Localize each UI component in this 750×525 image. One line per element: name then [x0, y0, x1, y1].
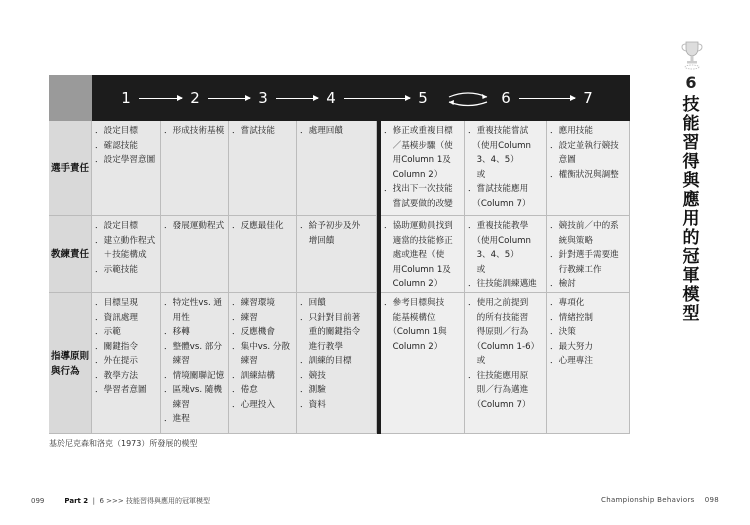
stage-arrow-icon: [208, 98, 250, 99]
title-char: 用: [682, 209, 700, 229]
stage-number-5: 5: [418, 89, 428, 107]
phase-divider: [377, 121, 381, 434]
cell-item: 重的關鍵指令: [300, 327, 361, 337]
row-label: [49, 121, 92, 216]
cell-item: 適當的技能修正: [384, 235, 453, 246]
title-char: 模: [682, 285, 700, 305]
cell-item: ．教學方法: [95, 370, 138, 381]
cell-item: ．最大努力: [550, 341, 593, 352]
table-cell-stage-6: [465, 216, 547, 293]
cell-item: ．找出下一次技能: [384, 184, 453, 194]
cell-item: 統與策略: [550, 235, 593, 246]
cell-item: 練習: [164, 356, 190, 366]
stage-arrow-icon: [344, 98, 410, 99]
table-cell-stage-2: [161, 121, 229, 216]
cell-item: （使用Column: [468, 140, 531, 151]
cell-item: ．進程: [164, 414, 190, 424]
title-char: 型: [682, 304, 700, 324]
cell-item: 3、4、5）: [468, 250, 519, 260]
cell-item: ．設定目標: [95, 126, 138, 136]
cell-item: ．移轉: [164, 327, 190, 337]
cell-item: ．練習環境: [232, 298, 275, 308]
row-label: [49, 216, 92, 293]
footer-chapter-ref: 6 >>> 技能習得與應用的冠軍模型: [99, 497, 210, 505]
cell-item: （Column 7）: [468, 399, 531, 410]
page-number-right: 098: [704, 496, 719, 504]
chapter-number: 6: [685, 73, 697, 92]
table-cell-stage-5: [381, 121, 465, 216]
cell-item: ．重複技能教學: [468, 221, 529, 231]
row-label: [49, 293, 92, 434]
stage-number-7: 7: [583, 89, 593, 107]
cell-item: ．專項化: [550, 298, 585, 308]
cell-item: ．反應最佳化: [232, 221, 284, 231]
cell-item: 3、4、5）: [468, 155, 519, 165]
title-char: 應: [682, 190, 700, 210]
cell-item: ．回饋: [300, 298, 326, 308]
cell-item: 處或進程（使: [384, 250, 445, 260]
table-cell-stage-3: [229, 216, 297, 293]
cell-item: ．嘗試技能應用: [468, 184, 529, 194]
cell-item: ．示範: [95, 327, 121, 337]
cell-item: 或: [468, 356, 486, 366]
cell-item: ．資訊處理: [95, 312, 138, 323]
table-row-coach-responsibility: [49, 216, 630, 293]
cell-item: ．權衡狀況與調整: [550, 169, 619, 180]
title-char: 得: [682, 152, 700, 172]
cell-item: ．反應機會: [232, 327, 275, 337]
cell-item: ．情緒控制: [550, 312, 593, 323]
title-char: 技: [682, 95, 700, 115]
row-label-text: 選手責任: [51, 162, 90, 174]
cell-item: 嘗試要做的改變: [384, 198, 453, 209]
cell-item: Column 2）: [384, 341, 443, 352]
cell-item: ．參考目標與技: [384, 298, 445, 308]
table-cell-stage-2: [161, 216, 229, 293]
table-cell-stage-5: [381, 216, 465, 293]
cell-item: 進行教學: [300, 341, 343, 352]
footer-left: 099 Part 2 | 6 >>> 技能習得與應用的冠軍模型: [31, 497, 210, 505]
table-cell-stage-4: [297, 293, 377, 434]
cell-item: ．修正或重複目標: [384, 126, 453, 136]
cell-item: ．特定性vs. 通: [164, 298, 222, 308]
cell-item: ．應用技能: [550, 126, 593, 136]
cycle-arrow-icon: [443, 89, 493, 109]
cell-item: ．給予初步及外: [300, 221, 361, 231]
cell-item: 則／行為邁進: [468, 385, 529, 395]
table-cell-stage-6: [465, 121, 547, 216]
cell-item: Column 2）: [384, 169, 443, 180]
row-label-text: 指導原則與行為: [51, 350, 90, 377]
cell-item: ．設定並執行競技: [550, 140, 619, 151]
cell-item: ．往技能訓練邁進: [468, 279, 537, 289]
cell-item: ．外在提示: [95, 356, 138, 366]
cell-item: 練習: [232, 356, 258, 366]
title-char: 冠: [682, 247, 700, 267]
cell-item: ．設定學習意圖: [95, 155, 156, 165]
cell-item: ／基模步驟（使: [384, 140, 453, 151]
cell-item: ．嘗試技能: [232, 126, 275, 136]
cell-item: 行教練工作: [550, 264, 602, 275]
trophy-icon: [680, 40, 704, 70]
table-caption: 基於尼克森和洛克（1973）所發展的模型: [49, 439, 198, 448]
cell-item: ．競技: [300, 370, 326, 381]
stage-number-4: 4: [326, 89, 336, 107]
cell-item: （Column 1與: [384, 327, 447, 337]
cell-item: 練習: [164, 399, 190, 410]
cell-item: 用性: [164, 312, 190, 323]
cell-item: 得原則／行為: [468, 327, 529, 337]
footer-right: [601, 496, 719, 504]
cell-item: ．練習: [232, 312, 258, 323]
cell-item: ．整體vs. 部分: [164, 341, 222, 352]
table-cell-stage-1: [92, 121, 161, 216]
table-cell-stage-1: [92, 293, 161, 434]
cell-item: ．協助運動員找到: [384, 221, 453, 231]
cell-item: ＋技能構成: [95, 250, 147, 260]
cell-item: ．學習者意圖: [95, 385, 147, 395]
cell-item: 或: [468, 169, 486, 180]
table-cell-stage-7: [547, 216, 630, 293]
stage-number-6: 6: [501, 89, 511, 107]
table-row-athlete-responsibility: [49, 121, 630, 216]
cell-item: ．情境關聯記憶: [164, 370, 225, 381]
table-row-guiding-principles: [49, 293, 630, 434]
table-cell-stage-2: [161, 293, 229, 434]
title-char: 能: [682, 114, 700, 134]
cell-item: （Column 7）: [468, 198, 531, 209]
cell-item: ．形成技術基模: [164, 126, 225, 136]
cell-item: ．往技能應用原: [468, 370, 529, 381]
table-cell-stage-4: [297, 121, 377, 216]
cell-item: ．倦怠: [232, 385, 258, 395]
cell-item: （使用Column: [468, 235, 531, 246]
cell-item: 或: [468, 264, 486, 275]
table-cell-stage-5: [381, 293, 465, 434]
cell-item: 用Column 1及: [384, 264, 451, 275]
cell-item: ．目標呈現: [95, 298, 138, 308]
cell-item: ．針對選手需要進: [550, 250, 619, 260]
cell-item: ．建立動作程式: [95, 235, 156, 246]
cell-item: ．資料: [300, 399, 326, 410]
cell-item: ．處理回饋: [300, 126, 343, 136]
stage-number-1: 1: [121, 89, 131, 107]
skill-model-table: [49, 75, 630, 434]
cell-item: ．只針對目前著: [300, 312, 361, 323]
table-cell-stage-1: [92, 216, 161, 293]
title-char: 與: [682, 171, 700, 191]
footer-part: Part 2: [64, 497, 89, 505]
row-label-text: 教練責任: [51, 248, 90, 260]
footer-book-title: Championship Behaviors: [601, 496, 695, 504]
chapter-title-vertical: [681, 96, 701, 324]
cell-item: ．發展運動程式: [164, 221, 225, 231]
cell-item: ．關鍵指令: [95, 341, 138, 352]
header-corner: [49, 75, 92, 121]
cell-item: 的所有技能習: [468, 312, 529, 323]
cell-item: ．訓練結構: [232, 370, 275, 381]
cell-item: ．設定目標: [95, 221, 138, 231]
stage-arrow-icon: [276, 98, 318, 99]
table-cell-stage-7: [547, 121, 630, 216]
cell-item: ．訓練的目標: [300, 356, 352, 366]
cell-item: ．使用之前提到: [468, 298, 529, 308]
cell-item: ．競技前／中的系: [550, 221, 619, 231]
title-char: 習: [682, 133, 700, 153]
cell-item: 能基模構位: [384, 312, 436, 323]
cell-item: ．集中vs. 分散: [232, 341, 290, 352]
cell-item: ．決策: [550, 327, 576, 337]
cell-item: （Column 1-6）: [468, 341, 540, 352]
table-cell-stage-3: [229, 121, 297, 216]
cell-item: ．測驗: [300, 385, 326, 395]
cell-item: ．區塊vs. 隨機: [164, 385, 222, 395]
stage-arrow-icon: [519, 98, 575, 99]
stage-number-2: 2: [190, 89, 200, 107]
cell-item: 用Column 1及: [384, 155, 451, 165]
cell-item: 增回饋: [300, 235, 335, 246]
table-cell-stage-7: [547, 293, 630, 434]
cell-item: ．檢討: [550, 279, 576, 289]
page-number-left: 099: [31, 497, 45, 505]
table-cell-stage-6: [465, 293, 547, 434]
cell-item: ．示範技能: [95, 264, 138, 275]
cell-item: ．心理專注: [550, 356, 593, 366]
stage-number-3: 3: [258, 89, 268, 107]
table-cell-stage-3: [229, 293, 297, 434]
cell-item: ．重複技能嘗試: [468, 126, 529, 136]
cell-item: 意圖: [550, 155, 576, 165]
cell-item: Column 2）: [384, 279, 443, 289]
cell-item: ．心理投入: [232, 399, 275, 410]
cell-item: ．確認技能: [95, 140, 138, 151]
table-cell-stage-4: [297, 216, 377, 293]
title-char: 軍: [682, 266, 700, 286]
title-char: 的: [682, 228, 700, 248]
stage-arrow-icon: [139, 98, 182, 99]
